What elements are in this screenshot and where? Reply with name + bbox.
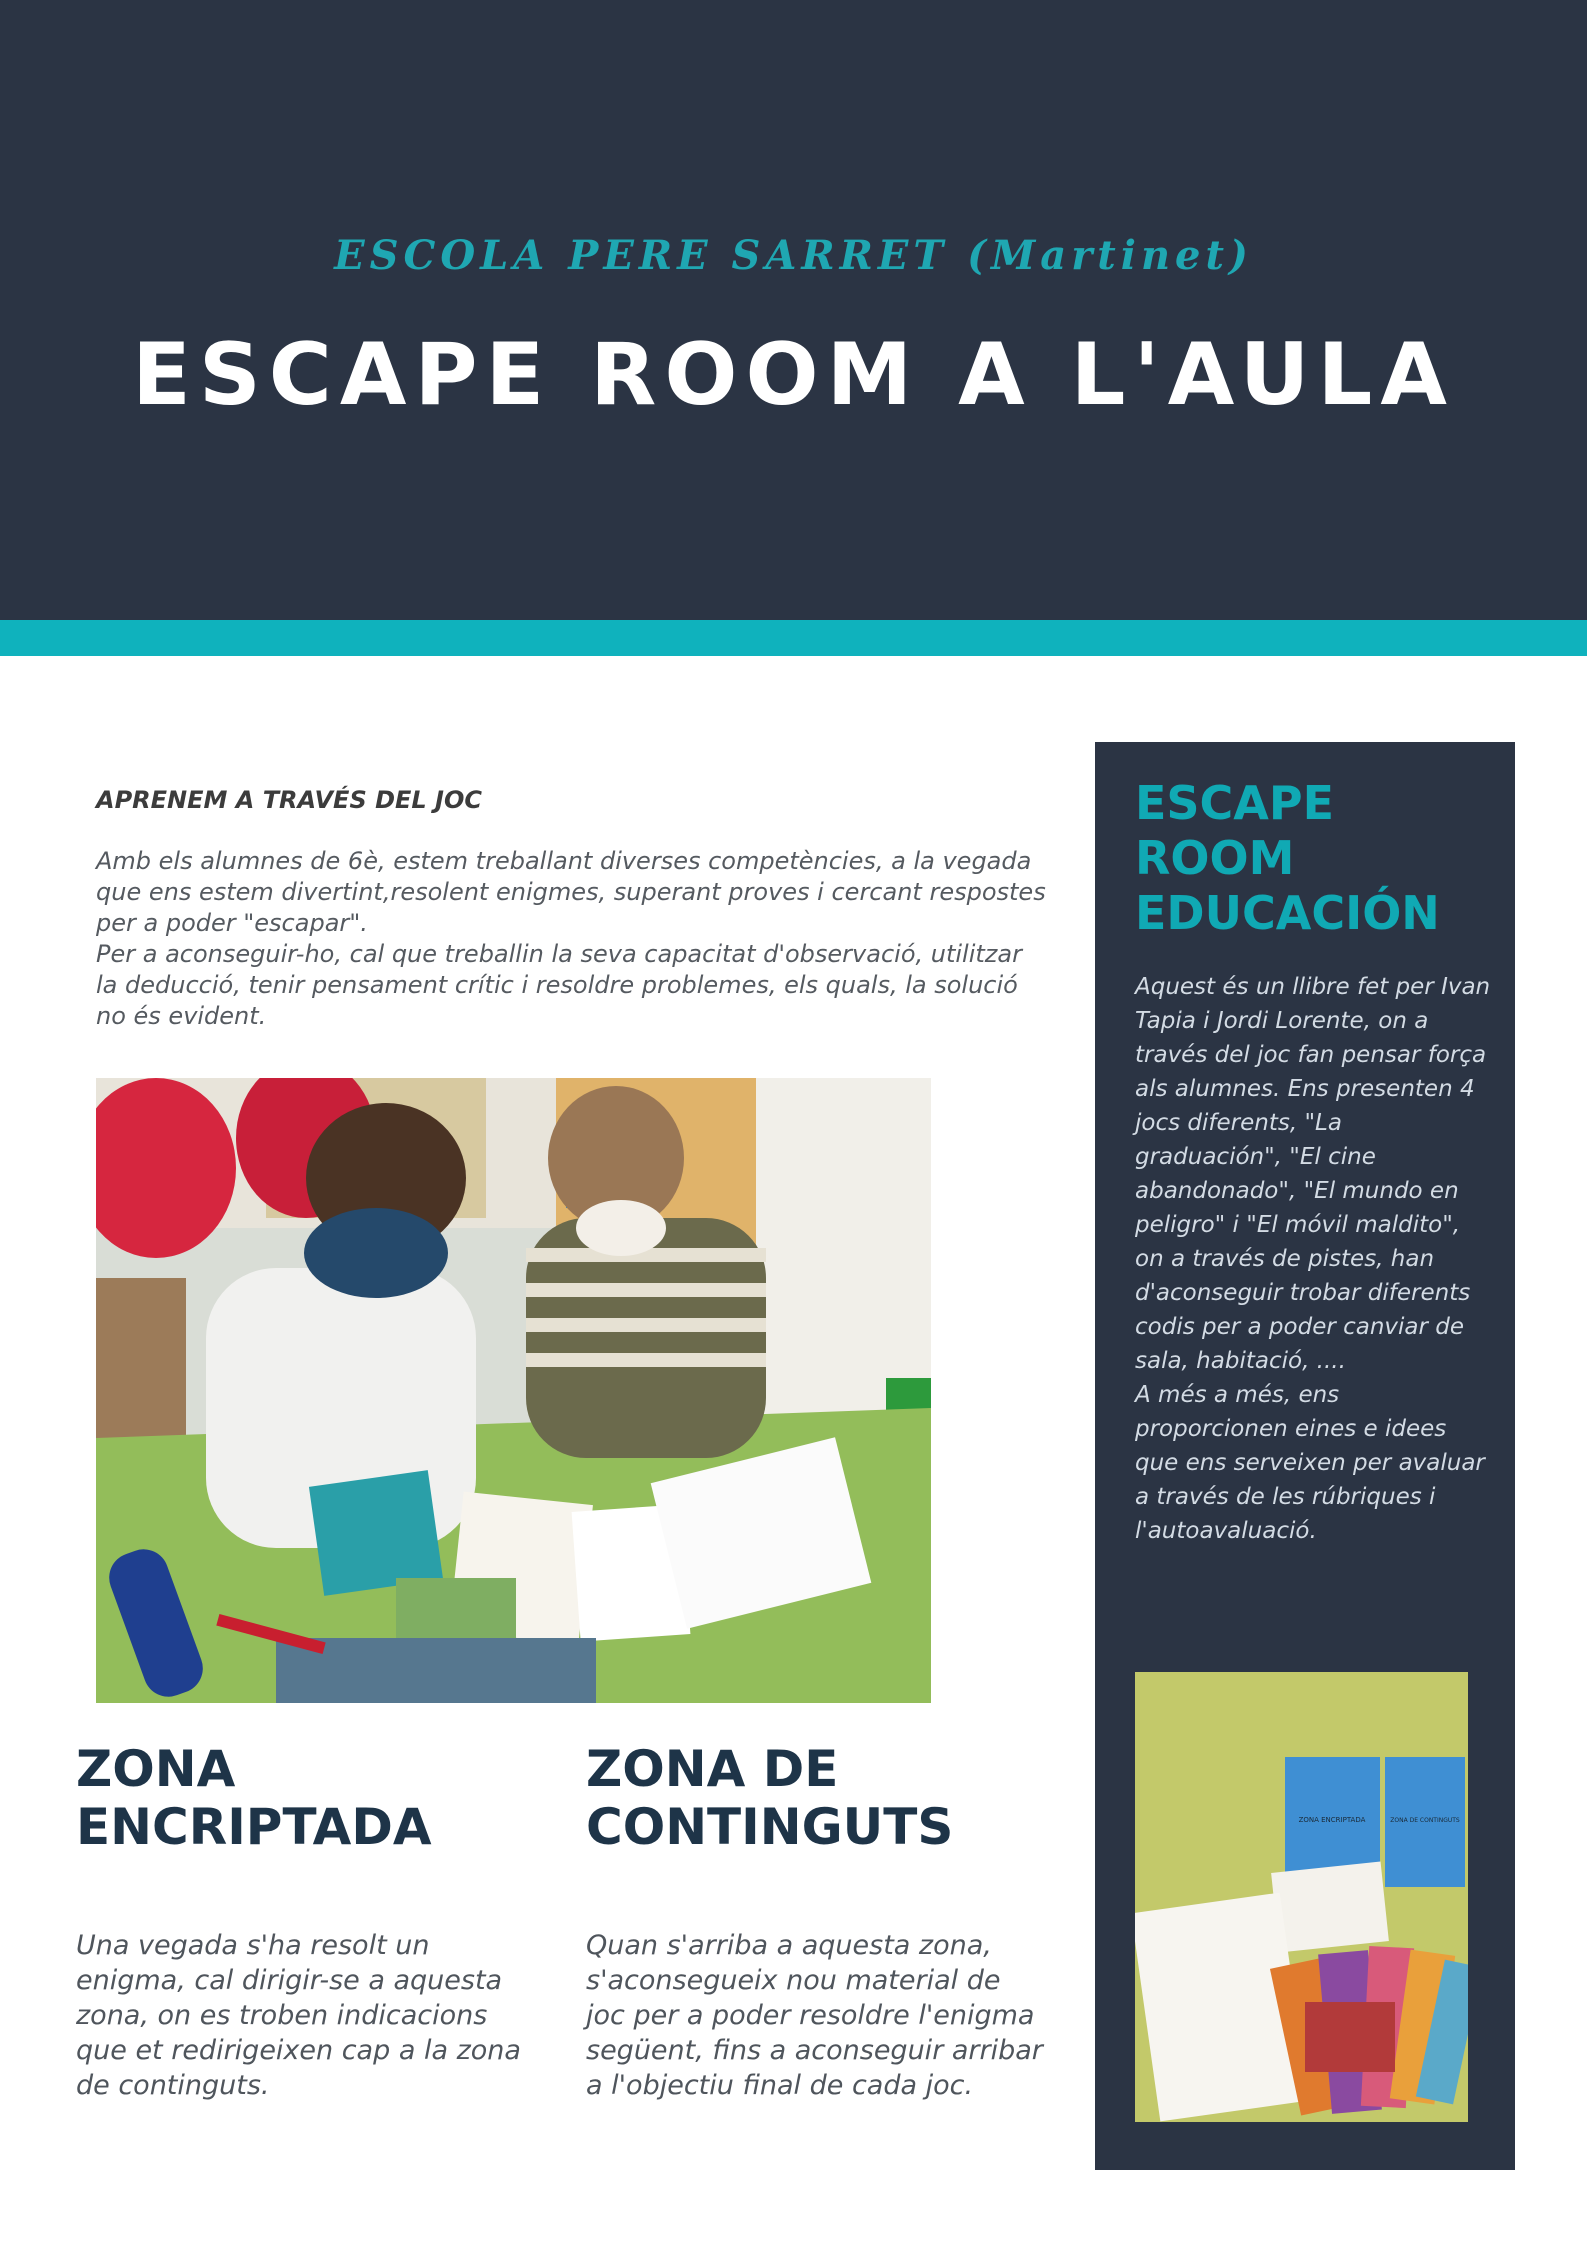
card-zona-encriptada: ZONA ENCRIPTADA xyxy=(1298,1816,1366,1824)
sidebar-title-line2: ROOM xyxy=(1135,831,1295,885)
zone-contents-title-line1: ZONA DE xyxy=(586,1740,839,1798)
sidebar-panel xyxy=(1095,742,1515,2170)
school-name: ESCOLA PERE SARRET (Martinet) xyxy=(334,232,1253,279)
intro-paragraph-2: Per a aconseguir-ho, cal que treballin la seva capacitat d'observació, utilitzar la deducció, tenir pensament crític i resoldre problemes, els quals, la solució no és evident. xyxy=(96,940,1022,1030)
book-materials-photo xyxy=(1135,1672,1468,2122)
classroom-photo xyxy=(96,1078,931,1703)
page-title: ESCAPE ROOM A L'AULA xyxy=(132,325,1455,425)
card-zona-continguts: ZONA DE CONTINGUTS xyxy=(1390,1817,1460,1824)
intro-text xyxy=(96,846,1046,1032)
zone-encrypted-text: Una vegada s'ha resolt un enigma, cal dirigir-se a aquesta zona, on es troben indicacions que et redirigeixen cap a la zona de continguts. xyxy=(76,1930,521,2101)
zone-encrypted-title-line2: ENCRIPTADA xyxy=(76,1798,432,1856)
intro-paragraph-1: Amb els alumnes de 6è, estem treballant diverses competències, a la vegada que ens estem divertint,resolent enigmes, superant proves i cercant respostes per a poder "escapar". xyxy=(96,847,1046,937)
zone-contents-title xyxy=(586,1740,953,1856)
sidebar-paragraph-2: A més a més, ens proporcionen eines e idees que ens serveixen per avaluar a través de les rúbriques i l'autoavaluació. xyxy=(1135,1382,1485,1544)
sidebar-title xyxy=(1135,776,1495,941)
sidebar-title-line3: EDUCACIÓN xyxy=(1135,886,1440,940)
zone-encrypted-title xyxy=(76,1740,432,1856)
accent-divider xyxy=(0,620,1587,656)
intro-heading: APRENEM A TRAVÉS DEL JOC xyxy=(96,786,483,814)
sidebar-text xyxy=(1135,970,1495,1548)
sidebar-paragraph-1: Aquest és un llibre fet per Ivan Tapia i Jordi Lorente, on a través del joc fan pensar força als alumnes. Ens presenten 4 jocs diferents, "La graduación", "El cine abandonado", "El mundo en peligro" i "El móvil maldito", on a través de pistes, han d'aconseguir trobar diferents codis per a poder canviar de sala, habitació, .... xyxy=(1135,974,1491,1374)
zone-contents-text: Quan s'arriba a aquesta zona, s'aconsegueix nou material de joc per a poder resoldre l'enigma següent, fins a aconseguir arribar a l'objectiu final de cada joc. xyxy=(586,1930,1043,2101)
sidebar-title-line1: ESCAPE xyxy=(1135,776,1335,830)
header-banner xyxy=(0,0,1587,620)
zone-contents-title-line2: CONTINGUTS xyxy=(586,1798,954,1856)
zone-encrypted-title-line1: ZONA xyxy=(76,1740,236,1798)
